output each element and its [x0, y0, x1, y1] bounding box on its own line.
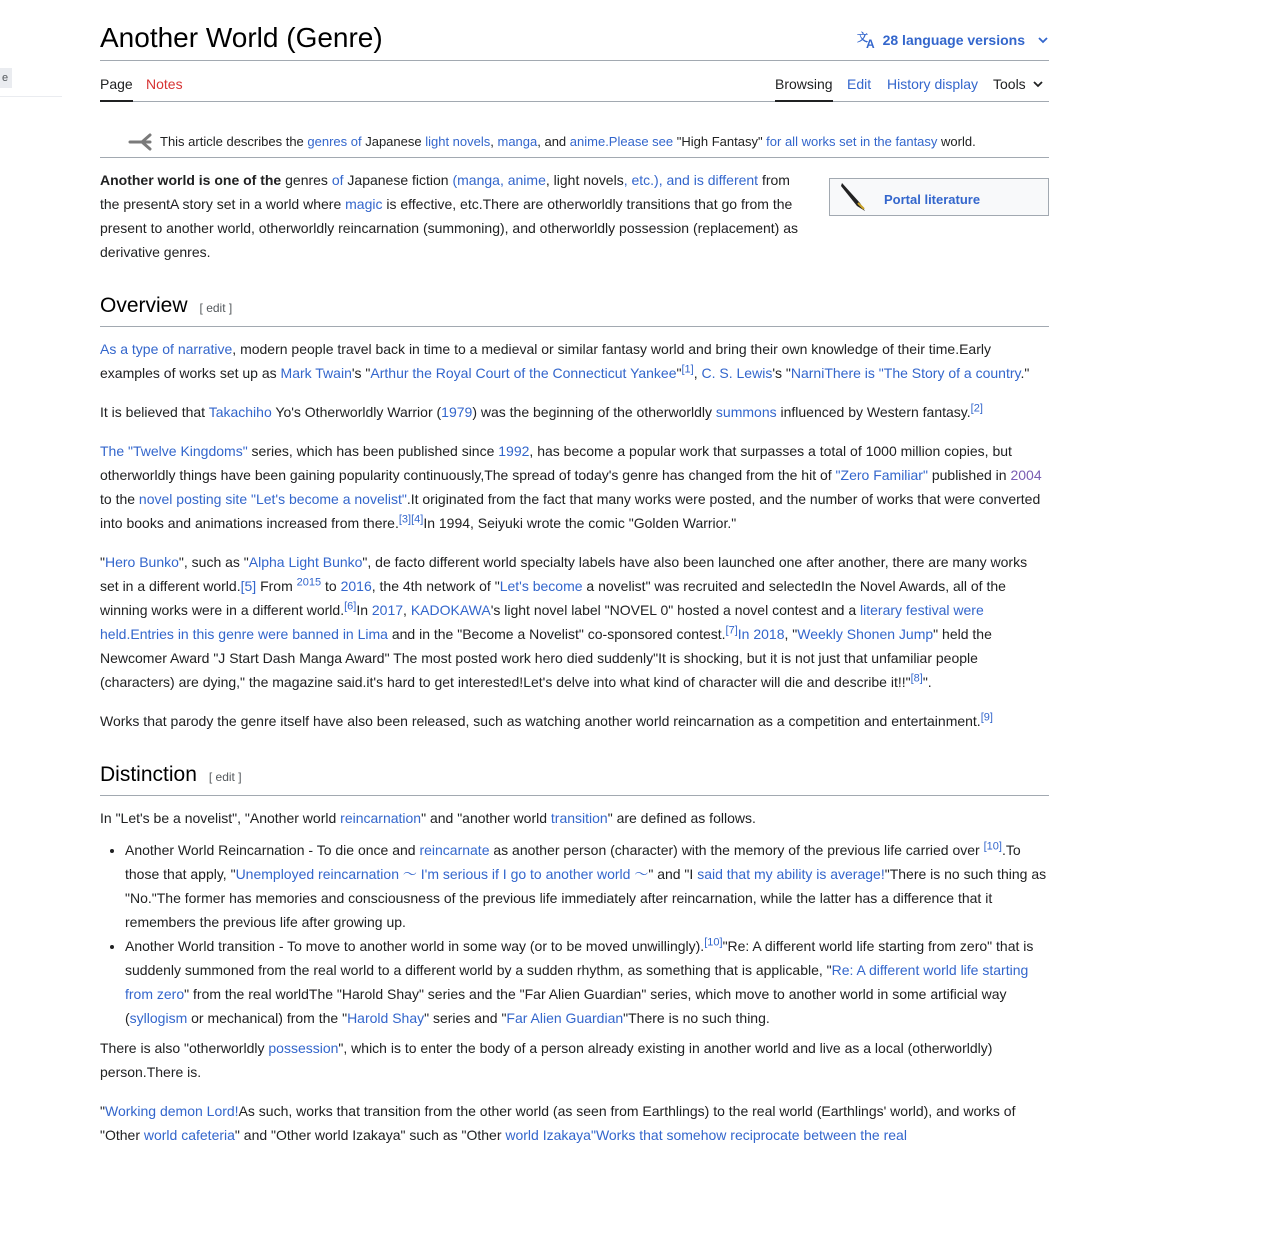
text: "Re: A different world life starting from zero" that is suddenly summoned from the real world to a different world by a sudden rhythm, as something that is applicable, " — [125, 938, 1034, 978]
text: .To those that apply, " — [125, 842, 1021, 882]
text: " and "another world — [421, 810, 551, 826]
link[interactable]: Arthur the Royal Court of the Connecticut Yankee — [370, 365, 677, 381]
text: Another World Reincarnation - To die once and — [125, 842, 420, 858]
hatnote-link-fantasy[interactable]: for all works set in the fantasy — [766, 134, 938, 149]
text: " are defined as follows. — [607, 810, 756, 826]
tools-label: Tools — [993, 76, 1026, 92]
reference-link[interactable]: [10] — [704, 936, 723, 949]
svg-text:文: 文 — [856, 31, 868, 44]
link[interactable]: Takachiho — [208, 404, 272, 420]
text: As such, works that transition from the other world (as seen from Earthlings) to the real world (Earthlings' world), and works of "Other — [100, 1103, 1016, 1143]
link[interactable]: In 2018 — [737, 626, 785, 642]
translate-icon — [857, 30, 877, 50]
text: ) was the beginning of the otherworldly — [472, 404, 716, 420]
link[interactable]: 2016 — [340, 578, 372, 594]
link[interactable]: Alpha Light Bunko — [248, 554, 363, 570]
hatnote-text: "High Fantasy" — [673, 134, 767, 149]
text: In 1994, Seiyuki wrote the comic "Golden Warrior." — [423, 515, 737, 531]
tab-page[interactable]: Page — [100, 76, 133, 102]
reference-link[interactable]: [8] — [910, 672, 923, 685]
link[interactable]: summons — [715, 404, 777, 420]
portal-literature-link[interactable]: Portal literature — [884, 192, 981, 207]
tabs-row — [100, 61, 1049, 102]
hatnote-link-anime[interactable]: anime.Please see — [569, 134, 674, 149]
text: ". — [922, 674, 932, 690]
paragraph — [100, 400, 1049, 424]
link[interactable]: said that my ability is average! — [697, 866, 885, 882]
hatnote-link-genres[interactable]: genres of — [307, 134, 362, 149]
link[interactable]: possession — [268, 1040, 339, 1056]
hatnote-link-light-novels[interactable]: light novels — [425, 134, 491, 149]
text: In — [356, 602, 372, 618]
link[interactable]: Far Alien Guardian — [506, 1010, 624, 1026]
link[interactable]: Mark Twain — [280, 365, 352, 381]
link[interactable]: "Let's become a novelist" — [251, 491, 407, 507]
tab-notes[interactable]: Notes — [146, 76, 183, 92]
hatnote-text: Japanese — [361, 134, 426, 149]
link[interactable]: As a type of narrative — [100, 341, 233, 357]
link[interactable]: syllogism — [129, 1010, 188, 1026]
heading-text: Overview — [100, 294, 188, 317]
paragraph — [100, 550, 1049, 694]
text: ", which is to enter the body of a person already existing in another world and live as a local (otherworldly) person.There is. — [100, 1040, 993, 1080]
reference[interactable] — [971, 402, 983, 414]
intro-bold: Another world is one of the — [100, 172, 282, 188]
reference[interactable] — [682, 363, 694, 375]
heading-text: Distinction — [100, 763, 197, 786]
main-content — [100, 0, 1049, 1162]
sidebar-collapsed-item[interactable]: e — [0, 68, 12, 88]
link[interactable]: literary festival were held.Entries in this genre were banned in Lima — [100, 602, 984, 642]
text: " — [100, 554, 105, 570]
link[interactable]: The "Twelve Kingdoms" — [100, 443, 248, 459]
text: ." — [1020, 365, 1030, 381]
link[interactable]: (manga, anime — [452, 172, 546, 188]
svg-text:A: A — [865, 37, 875, 50]
link[interactable]: Re: A different world life starting from zero — [125, 962, 1029, 1002]
paragraph — [100, 439, 1049, 535]
language-versions-button[interactable] — [857, 30, 1049, 50]
text: " held the Newcomer Award "J Start Dash Manga Award" The most posted work hero died suddenly"It is shocking, but it is not just that unfamiliar people (characters) are dying," the magazine said.it's hard to get interested!Let's delve into what kind of character will die and describe it!!" — [100, 626, 992, 690]
text: " — [676, 365, 682, 381]
text: , light novels — [545, 172, 624, 188]
link[interactable]: world cafeteria — [143, 1127, 235, 1143]
reference-link[interactable]: [9] — [980, 711, 993, 724]
list-item — [125, 838, 1049, 934]
list-item — [125, 934, 1049, 1030]
hatnote-text: world. — [937, 134, 976, 149]
reference-link[interactable]: [10] — [983, 840, 1002, 853]
fountain-pen-icon — [838, 181, 874, 213]
text: , modern people travel back in time to a medieval or similar fantasy world and bring their own knowledge of their time.Early examples of works set up as — [100, 341, 991, 381]
chevron-down-icon — [1037, 34, 1049, 46]
reference[interactable] — [344, 600, 356, 612]
reference-link[interactable]: [7] — [725, 624, 738, 637]
text: .It originated from the fact that many works were posted, and the number of works that were converted into books and animations increased from there. — [100, 491, 1041, 531]
portal-box[interactable] — [829, 178, 1049, 216]
link[interactable]: Unemployed reincarnation ～ I'm serious if I go to another world ～ — [235, 866, 649, 882]
paragraph — [100, 337, 1049, 385]
text: From — [256, 578, 297, 594]
hatnote-text: This article describes the — [160, 134, 308, 149]
link[interactable]: "Zero Familiar" — [835, 467, 928, 483]
text: " from the real worldThe "Harold Shay" series and the "Far Alien Guardian" series, which move to another world in some artificial way ( — [125, 986, 1007, 1026]
link[interactable]: novel posting site — [138, 491, 248, 507]
text: Another World transition - To move to another world in some way (or to be moved unwillingly). — [125, 938, 705, 954]
reference-link[interactable]: 2015 — [296, 576, 322, 589]
link[interactable]: KADOKAWA — [410, 602, 491, 618]
link[interactable]: Weekly Shonen Jump — [797, 626, 934, 642]
text: , the 4th network of " — [371, 578, 500, 594]
link[interactable]: of — [331, 172, 344, 188]
text: Yo's Otherworldly Warrior ( — [271, 404, 442, 420]
text: There is also "otherworldly — [100, 1040, 269, 1056]
paragraph — [100, 806, 1049, 830]
text: , — [403, 602, 411, 618]
text: " series and " — [424, 1010, 507, 1026]
reference-link[interactable]: [2] — [970, 402, 983, 415]
text: series, which has been published since — [247, 443, 499, 459]
text: " and "Other world Izakaya" such as "Other — [234, 1127, 506, 1143]
tab-history[interactable]: History display — [887, 76, 979, 92]
text: Japanese fiction — [343, 172, 453, 188]
text: influenced by Western fantasy. — [776, 404, 971, 420]
text: " — [100, 1103, 105, 1119]
link[interactable]: Let's become — [499, 578, 583, 594]
link[interactable]: [5] — [240, 578, 257, 594]
tab-browsing[interactable]: Browsing — [775, 76, 833, 102]
link[interactable]: 2004 — [1010, 467, 1042, 483]
text: 's light novel label "NOVEL 0" hosted a novel contest and a — [490, 602, 861, 618]
link[interactable]: Harold Shay — [347, 1010, 425, 1026]
definition-list — [100, 838, 1049, 1030]
text: "There is no such thing. — [623, 1010, 770, 1026]
link[interactable]: Working demon Lord! — [104, 1103, 239, 1119]
text: Works that parody the genre itself have also been released, such as watching another world reincarnation as a competition and entertainment. — [100, 713, 981, 729]
link[interactable]: 1979 — [441, 404, 473, 420]
link[interactable]: 2017 — [371, 602, 404, 618]
chevron-down-icon — [1032, 78, 1044, 90]
paragraph — [100, 709, 1049, 733]
reference[interactable] — [911, 672, 923, 684]
text: " and "I — [648, 866, 698, 882]
text: , has become a popular work that surpasses a total of 1000 million copies, but otherworldly things have been gaining popularity continuously,The spread of today's genre has changed from the hit of — [100, 443, 1012, 483]
section-heading-distinction — [100, 763, 1049, 796]
link[interactable]: , etc.), and is different — [623, 172, 759, 188]
text: as another person (character) with the memory of the previous life carried over — [489, 842, 984, 858]
link[interactable]: reincarnate — [419, 842, 490, 858]
link[interactable]: 1992 — [498, 443, 530, 459]
title-row — [100, 0, 1049, 61]
article-body — [100, 168, 1049, 1147]
link-magic[interactable]: magic — [345, 196, 383, 212]
reference[interactable] — [981, 711, 993, 723]
text: published in — [927, 467, 1011, 483]
section-heading-overview — [100, 294, 1049, 327]
language-versions-label: 28 language versions — [882, 32, 1025, 48]
hatnote — [100, 134, 1049, 158]
reference-link[interactable]: [3][4] — [398, 513, 424, 526]
text: 's " — [351, 365, 371, 381]
link[interactable]: reincarnation — [340, 810, 422, 826]
disambiguation-icon — [128, 132, 154, 152]
text: genres — [281, 172, 332, 188]
hatnote-text: , — [490, 134, 498, 149]
hatnote-text: , and — [537, 134, 570, 149]
text: ", such as " — [178, 554, 249, 570]
link[interactable]: C. S. Lewis — [701, 365, 773, 381]
text: and in the "Become a Novelist" co-sponsored contest. — [387, 626, 726, 642]
text: is effective, etc.There are otherworldly transitions that go from the present to another world, otherworldly reincarnation (summoning), and otherworldly possession (replacement) as derivative genres. — [100, 196, 799, 260]
text: from the presentA story set in a world where — [100, 172, 790, 212]
paragraph — [100, 1036, 1049, 1084]
reference[interactable] — [399, 513, 423, 525]
text: to — [321, 578, 341, 594]
text: In "Let's be a novelist", "Another world — [100, 810, 341, 826]
edit-section-link[interactable]: [ edit ] — [208, 770, 242, 784]
paragraph — [100, 1099, 1049, 1147]
link[interactable]: Hero Bunko — [104, 554, 179, 570]
tab-edit[interactable]: Edit — [847, 76, 872, 92]
reference[interactable] — [984, 840, 1002, 852]
text: ", de facto different world specialty labels have also been launched one after another, there are many works set in a different world. — [100, 554, 1028, 594]
text: to the — [100, 491, 139, 507]
sidebar-divider — [0, 96, 62, 97]
text: , — [693, 365, 702, 381]
text: , " — [784, 626, 798, 642]
reference[interactable] — [704, 936, 722, 948]
text: a novelist" was recruited and selectedIn the Novel Awards, all of the winning works were in a different world. — [100, 578, 1006, 618]
link[interactable]: world Izakaya"Works that somehow reciprocate between the real — [505, 1127, 907, 1143]
page-title: Another World (Genre) — [100, 22, 383, 53]
text: or mechanical) from the " — [187, 1010, 348, 1026]
text: It is believed that — [100, 404, 209, 420]
tab-tools[interactable] — [993, 76, 1044, 100]
reference-link[interactable]: [1] — [681, 363, 694, 376]
hatnote-link-manga[interactable]: manga — [497, 134, 538, 149]
reference[interactable] — [297, 576, 321, 588]
text: 's " — [772, 365, 791, 381]
text: "There is no such thing as "No."The former has memories and consciousness of the previous life immediately after reincarnation, while the latter has a difference that it remembers the previous life after growing up. — [125, 866, 1047, 930]
link[interactable]: NarniThere is "The Story of a country — [790, 365, 1021, 381]
edit-section-link[interactable]: [ edit ] — [199, 301, 233, 315]
reference-link[interactable]: [6] — [344, 600, 357, 613]
reference[interactable] — [726, 624, 738, 636]
link[interactable]: transition — [550, 810, 608, 826]
